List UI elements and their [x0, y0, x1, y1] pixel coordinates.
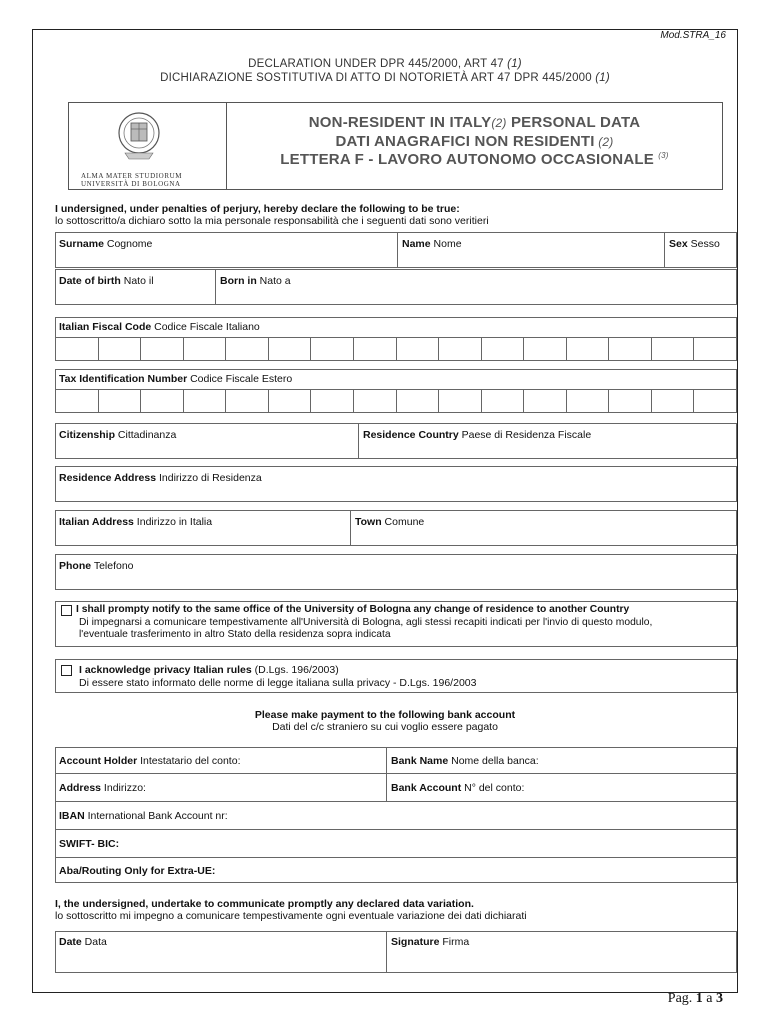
town-label-en: Town: [355, 516, 382, 528]
rescountry-label-en: Residence Country: [363, 429, 459, 441]
char-cell[interactable]: [141, 390, 184, 412]
dob-label-it: Nato il: [120, 275, 154, 287]
char-cell[interactable]: [609, 390, 652, 412]
fiscal-code-grid[interactable]: [55, 337, 737, 361]
payment-subheading: Dati del c/c straniero su cui voglio essere pagato: [272, 721, 498, 733]
date-label-it: Data: [81, 936, 107, 948]
char-cell[interactable]: [269, 338, 312, 360]
divider: [55, 773, 737, 774]
notify-it-2: l'eventuale trasferimento in altro Stato della residenza sopra indicata: [79, 629, 391, 640]
declaration-it-text: DICHIARAZIONE SOSTITUTIVA DI ATTO DI NOTORIETÀ ART 47 DPR 445/2000: [160, 72, 592, 84]
divider: [358, 423, 359, 459]
privacy-en: [79, 664, 339, 676]
title-line-1-b: PERSONAL DATA: [506, 114, 641, 131]
char-cell[interactable]: [482, 390, 525, 412]
bank-address-field[interactable]: [59, 782, 146, 794]
resaddress-label-en: Residence Address: [59, 472, 157, 484]
born-in-label-en: Born in: [220, 275, 257, 287]
title-line-3-note: (3): [658, 151, 669, 160]
notify-checkbox[interactable]: [61, 605, 72, 616]
tin-label-en: Tax Identification Number: [59, 373, 188, 385]
account-holder-field[interactable]: [59, 755, 241, 767]
divider: [386, 747, 387, 801]
citizenship-label-it: Cittadinanza: [115, 429, 177, 441]
divider: [55, 829, 737, 830]
residence-address-label: [59, 472, 262, 484]
declaration-en-note: (1): [507, 58, 522, 70]
char-cell[interactable]: [609, 338, 652, 360]
char-cell[interactable]: [184, 338, 227, 360]
resaddress-label-it: Indirizzo di Residenza: [156, 472, 262, 484]
char-cell[interactable]: [567, 390, 610, 412]
page-sep: a: [702, 991, 716, 1006]
char-cell[interactable]: [269, 390, 312, 412]
dob-label-en: Date of birth: [59, 275, 121, 287]
sex-field[interactable]: [669, 238, 720, 250]
divider: [350, 510, 351, 546]
fiscal-label-it: Codice Fiscale Italiano: [151, 321, 260, 333]
char-cell[interactable]: [226, 390, 269, 412]
title-line-2-a: DATI ANAGRAFICI NON RESIDENTI: [335, 133, 595, 150]
rescountry-label-it: Paese di Residenza Fiscale: [458, 429, 592, 441]
account-label-en: Bank Account: [391, 782, 462, 794]
char-cell[interactable]: [652, 338, 695, 360]
title-line-1: [227, 114, 722, 131]
birth-row: [55, 269, 737, 305]
fiscal-code-label: [59, 321, 260, 333]
char-cell[interactable]: [99, 390, 142, 412]
logo-line-2: UNIVERSITÀ DI BOLOGNA: [81, 180, 181, 188]
born-in-field[interactable]: [220, 275, 291, 287]
divider: [215, 269, 216, 305]
notify-en: I shall prompty notify to the same office of the University of Bologna any change of residence to another Country: [76, 604, 630, 615]
divider: [55, 857, 737, 858]
itaddress-label-en: Italian Address: [59, 516, 134, 528]
university-seal-icon: [107, 109, 171, 165]
char-cell[interactable]: [226, 338, 269, 360]
payment-heading: Please make payment to the following bank account: [254, 709, 516, 721]
itaddress-label-it: Indirizzo in Italia: [133, 516, 213, 528]
sex-label-en: Sex: [669, 238, 688, 250]
fiscal-label-en: Italian Fiscal Code: [59, 321, 152, 333]
declaration-it: [32, 72, 738, 84]
title-line-1-note: (2): [491, 116, 507, 130]
declaration-it-note: (1): [595, 72, 610, 84]
university-logo: [69, 103, 227, 189]
char-cell[interactable]: [354, 338, 397, 360]
account-label-it: N° del conto:: [461, 782, 525, 794]
privacy-en-bold: I acknowledge privacy Italian rules: [79, 664, 252, 676]
char-cell[interactable]: [141, 338, 184, 360]
tin-label-it: Codice Fiscale Estero: [187, 373, 293, 385]
signature-field[interactable]: [391, 936, 469, 948]
page-current: 1: [695, 991, 703, 1006]
char-cell[interactable]: [482, 338, 525, 360]
char-cell[interactable]: [99, 338, 142, 360]
logo-line-1: ALMA MATER STUDIORUM: [81, 172, 183, 180]
iban-label-it: International Bank Account nr:: [84, 810, 228, 822]
name-field[interactable]: [402, 238, 462, 250]
char-cell[interactable]: [184, 390, 227, 412]
char-cell[interactable]: [567, 338, 610, 360]
title-line-2: [227, 133, 722, 150]
date-label-en: Date: [59, 936, 82, 948]
char-cell[interactable]: [56, 390, 99, 412]
town-field[interactable]: [355, 516, 424, 528]
name-label-it: Nome: [430, 238, 462, 250]
tin-label: [59, 373, 292, 385]
surname-label-en: Surname: [59, 238, 104, 250]
undertake-it: lo sottoscritto mi impegno a comunicare tempestivamente ogni eventuale variazione dei dati dichiarati: [55, 910, 527, 922]
bankname-label-it: Nome della banca:: [448, 755, 539, 767]
char-cell[interactable]: [694, 390, 736, 412]
divider: [397, 232, 398, 268]
sex-label-it: Sesso: [687, 238, 720, 250]
intro-it: lo sottoscritto/a dichiaro sotto la mia personale responsabilità che i seguenti dati sono veritieri: [55, 215, 489, 227]
date-of-birth-field[interactable]: [59, 275, 154, 287]
born-in-label-it: Nato a: [256, 275, 291, 287]
residence-country-field[interactable]: [363, 429, 591, 441]
divider: [664, 232, 665, 268]
declaration-en: [32, 58, 738, 70]
undertake-en: I, the undersigned, undertake to communicate promptly any declared data variation.: [55, 898, 474, 910]
privacy-en-rest: (D.Lgs. 196/2003): [251, 664, 339, 676]
tin-grid[interactable]: [55, 389, 737, 413]
divider: [55, 801, 737, 802]
title-line-3-text: LETTERA F - LAVORO AUTONOMO OCCASIONALE: [280, 151, 654, 168]
char-cell[interactable]: [652, 390, 695, 412]
citizenship-field[interactable]: [59, 429, 176, 441]
char-cell[interactable]: [439, 390, 482, 412]
citizenship-label-en: Citizenship: [59, 429, 116, 441]
italian-address-field[interactable]: [59, 516, 212, 528]
char-cell[interactable]: [354, 390, 397, 412]
intro-en: I undersigned, under penalties of perjury, hereby declare the following to be true:: [55, 203, 460, 215]
address-label-en: Address: [59, 782, 102, 794]
iban-label-en: IBAN: [59, 810, 85, 822]
char-cell[interactable]: [311, 338, 354, 360]
page-prefix: Pag.: [667, 991, 696, 1006]
char-cell[interactable]: [439, 338, 482, 360]
phone-label: [59, 560, 134, 572]
surname-label-it: Cognome: [103, 238, 153, 250]
bank-account-field[interactable]: [391, 782, 524, 794]
char-cell[interactable]: [311, 390, 354, 412]
iban-field[interactable]: [59, 810, 228, 822]
char-cell[interactable]: [56, 338, 99, 360]
notify-it-1: Di impegnarsi a comunicare tempestivamente all'Università di Bologna, agli stessi recapiti indicati per l'invio di questo modulo,: [79, 617, 653, 628]
char-cell[interactable]: [524, 338, 567, 360]
signature-label-en: Signature: [391, 936, 440, 948]
swift-field[interactable]: SWIFT- BIC:: [59, 838, 120, 850]
date-field[interactable]: [59, 936, 107, 948]
declaration-en-text: DECLARATION UNDER DPR 445/2000, ART 47: [248, 58, 504, 70]
phone-label-it: Telefono: [91, 560, 134, 572]
char-cell[interactable]: [397, 390, 440, 412]
surname-field[interactable]: [59, 238, 152, 250]
privacy-checkbox[interactable]: [61, 665, 72, 676]
holder-label-it: Intestatario del conto:: [137, 755, 241, 767]
bank-name-field[interactable]: [391, 755, 539, 767]
char-cell[interactable]: [524, 390, 567, 412]
surname-name-sex-row: [55, 232, 737, 268]
phone-label-en: Phone: [59, 560, 92, 572]
title-line-1-a: NON-RESIDENT IN ITALY: [308, 114, 492, 131]
divider: [386, 931, 387, 973]
address-label-it: Indirizzo:: [101, 782, 146, 794]
header-box: [68, 102, 723, 190]
privacy-it: Di essere stato informato delle norme di legge italiana sulla privacy - D.Lgs. 196/2003: [79, 677, 477, 689]
form-title: [227, 103, 722, 189]
aba-routing-field[interactable]: Aba/Routing Only for Extra-UE:: [59, 865, 216, 877]
title-line-2-note: (2): [594, 135, 614, 149]
town-label-it: Comune: [381, 516, 425, 528]
phone-field[interactable]: [55, 554, 737, 590]
char-cell[interactable]: [397, 338, 440, 360]
char-cell[interactable]: [694, 338, 736, 360]
signature-label-it: Firma: [439, 936, 470, 948]
bankname-label-en: Bank Name: [391, 755, 449, 767]
form-code: Mod.STRA_16: [660, 30, 726, 41]
title-line-3: [227, 151, 722, 168]
page-total: 3: [716, 991, 723, 1006]
holder-label-en: Account Holder: [59, 755, 138, 767]
page-number: [668, 991, 723, 1007]
name-label-en: Name: [402, 238, 431, 250]
